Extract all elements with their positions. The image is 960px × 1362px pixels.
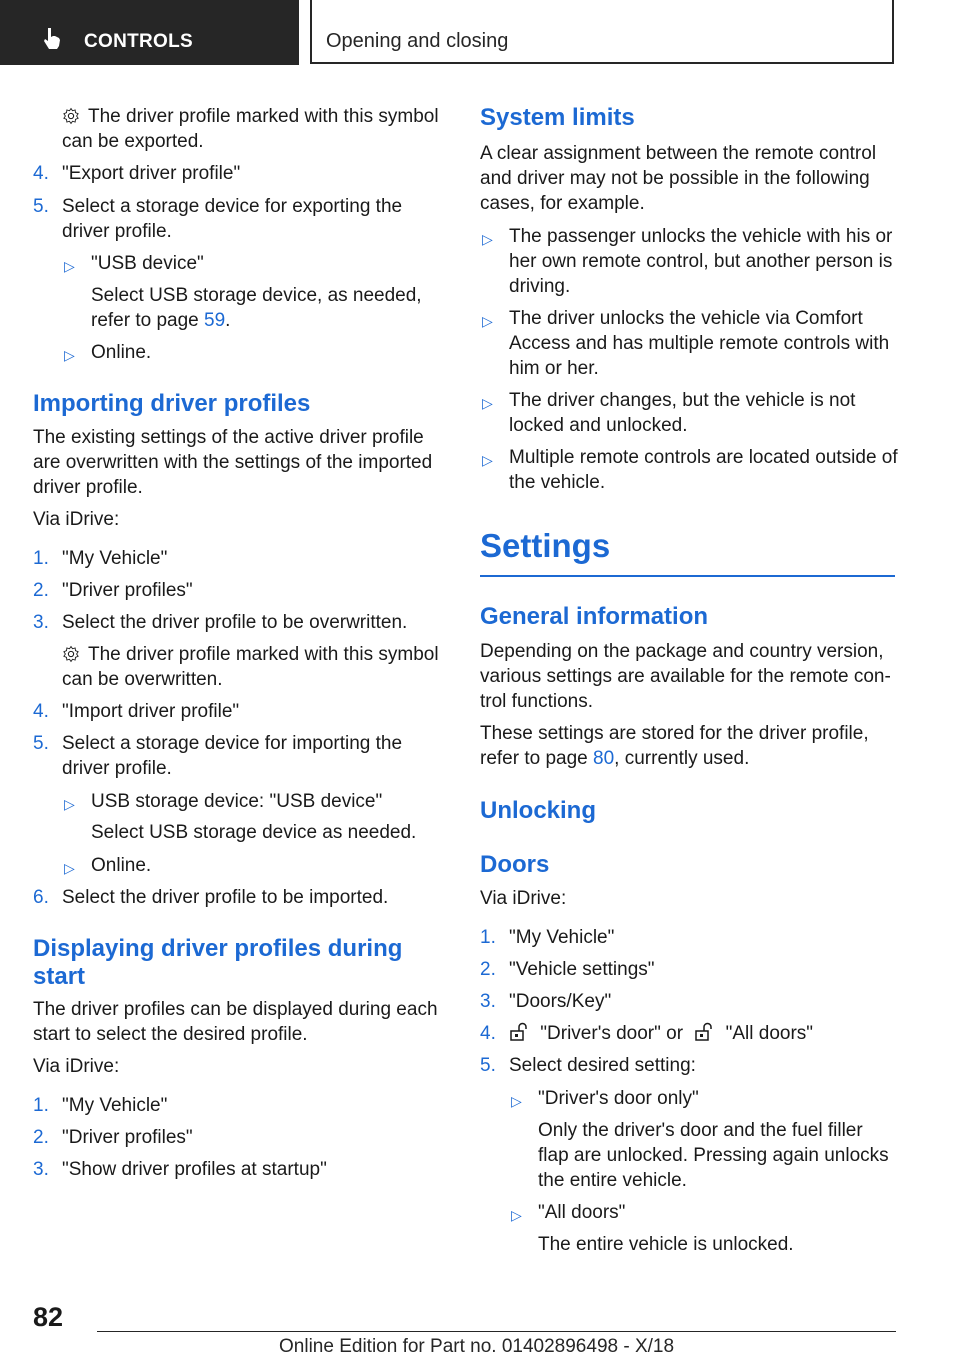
option-detail: Only the driver's door and the fuel filler flap are unlocked. Pressing again unlocks the entire vehicle. <box>538 1120 889 1191</box>
list-item-text: "My Vehicle" <box>62 548 168 569</box>
list-item-text: Select desired setting: <box>509 1055 696 1076</box>
chapter-header <box>310 0 894 64</box>
list-number: 3. <box>480 991 496 1012</box>
list-number: 2. <box>33 1127 49 1148</box>
heading-rule <box>480 575 895 577</box>
page-link[interactable]: 80 <box>593 748 615 769</box>
triangle-right-icon: ▷ <box>482 313 493 329</box>
via-idrive: Via iDrive: <box>33 1056 120 1077</box>
list-item-text: "Driver profiles" <box>62 580 193 601</box>
page-link[interactable]: 59 <box>204 310 226 331</box>
bullet-text: The driver unlocks the vehicle via Comfort Access and has multiple remote controls with him or her. <box>509 308 890 379</box>
section-heading: Displaying driver profiles during start <box>33 935 403 990</box>
option-online: Online. <box>91 342 152 363</box>
bullet-text: Multiple remote controls are located outside of the vehicle. <box>509 447 898 493</box>
list-number: 2. <box>480 959 496 980</box>
chapter-heading: Settings <box>480 527 611 564</box>
list-item-text: "Export driver profile" <box>62 163 241 184</box>
list-item-text: Select a storage device for importing the driver profile. <box>62 733 403 779</box>
hand-pointer-icon <box>40 26 64 50</box>
option-detail: The entire vehicle is unlocked. <box>538 1234 794 1255</box>
triangle-right-icon: ▷ <box>511 1093 522 1109</box>
triangle-right-icon: ▷ <box>511 1207 522 1223</box>
footer-rule <box>97 1331 896 1332</box>
list-item-text: "Driver's door" or "All doors" <box>509 1021 899 1046</box>
bullet-text: The driver changes, but the vehicle is not locked and unlocked. <box>509 390 856 436</box>
list-number: 4. <box>480 1023 496 1044</box>
page-number: 82 <box>33 1302 64 1332</box>
list-item-text: "My Vehicle" <box>509 927 615 948</box>
subsection-heading: Doors <box>480 851 550 878</box>
chapter-title: Opening and closing <box>326 30 509 52</box>
option-label: "All doors" <box>538 1202 626 1223</box>
list-number: 4. <box>33 163 49 184</box>
body-text: These settings are stored for the driver profile, refer to page 80, currently used. <box>480 723 869 769</box>
triangle-right-icon: ▷ <box>64 860 75 876</box>
section-tab-label: CONTROLS <box>84 31 194 52</box>
list-number: 1. <box>33 548 49 569</box>
list-number: 3. <box>33 612 49 633</box>
triangle-right-icon: ▷ <box>64 796 75 812</box>
body-text: The existing settings of the active driver profile are overwritten with the settings of the imported driver profile. <box>33 427 433 498</box>
list-number: 5. <box>33 196 49 217</box>
list-number: 2. <box>33 580 49 601</box>
list-number: 1. <box>480 927 496 948</box>
gear-icon <box>62 645 80 663</box>
triangle-right-icon: ▷ <box>482 231 493 247</box>
list-item-text: Select a storage device for exporting the driver profile. <box>62 196 403 242</box>
list-item-text: "My Vehicle" <box>62 1095 168 1116</box>
option-usb: "USB device" <box>91 253 204 274</box>
body-text: The driver profiles can be displayed during each start to select the desired profile. <box>33 999 438 1045</box>
body-text: A clear assignment between the remote control and driver may not be possible in the following cases, for example. <box>480 143 877 214</box>
export-symbol-note: The driver profile marked with this symbol can be exported. <box>62 106 439 152</box>
list-number: 1. <box>33 1095 49 1116</box>
via-idrive: Via iDrive: <box>33 509 120 530</box>
list-number: 5. <box>480 1055 496 1076</box>
list-number: 3. <box>33 1159 49 1180</box>
list-number: 4. <box>33 701 49 722</box>
import-symbol-note: The driver profile marked with this symbol can be overwritten. <box>62 644 439 690</box>
section-heading: General information <box>480 603 709 630</box>
bullet-text: The passenger unlocks the vehicle with his or her own remote control, but another person is driving. <box>509 226 893 297</box>
section-heading: System limits <box>480 104 635 131</box>
option-online: Online. <box>91 855 152 876</box>
section-tab <box>0 0 299 65</box>
unlocked-door-icon <box>694 1022 714 1042</box>
list-number: 6. <box>33 887 49 908</box>
footer-edition: Online Edition for Part no. 01402896498 - X/18 <box>279 1336 675 1357</box>
body-text: Depending on the package and country version, various settings are available for the remote con-trol functions. <box>480 641 891 712</box>
option-usb: USB storage device: "USB device" <box>91 791 383 812</box>
list-item-text: "Import driver profile" <box>62 701 240 722</box>
list-item-text: "Show driver profiles at startup" <box>62 1159 327 1180</box>
section-heading: Unlocking <box>480 797 597 824</box>
list-item-text: Select the driver profile to be overwritten. <box>62 612 408 633</box>
list-item-text: Select the driver profile to be imported. <box>62 887 389 908</box>
section-heading: Importing driver profiles <box>33 390 311 417</box>
option-usb-detail: Select USB storage device, as needed, refer to page 59. <box>91 285 422 331</box>
unlocked-door-icon <box>509 1022 529 1042</box>
via-idrive: Via iDrive: <box>480 888 567 909</box>
triangle-right-icon: ▷ <box>64 347 75 363</box>
list-item-text: "Doors/Key" <box>509 991 612 1012</box>
triangle-right-icon: ▷ <box>482 395 493 411</box>
option-usb-detail: Select USB storage device as needed. <box>91 822 417 843</box>
triangle-right-icon: ▷ <box>482 452 493 468</box>
list-item-text: "Vehicle settings" <box>509 959 655 980</box>
list-item-text: "Driver profiles" <box>62 1127 193 1148</box>
triangle-right-icon: ▷ <box>64 258 75 274</box>
option-label: "Driver's door only" <box>538 1088 699 1109</box>
list-number: 5. <box>33 733 49 754</box>
gear-icon <box>62 107 80 125</box>
